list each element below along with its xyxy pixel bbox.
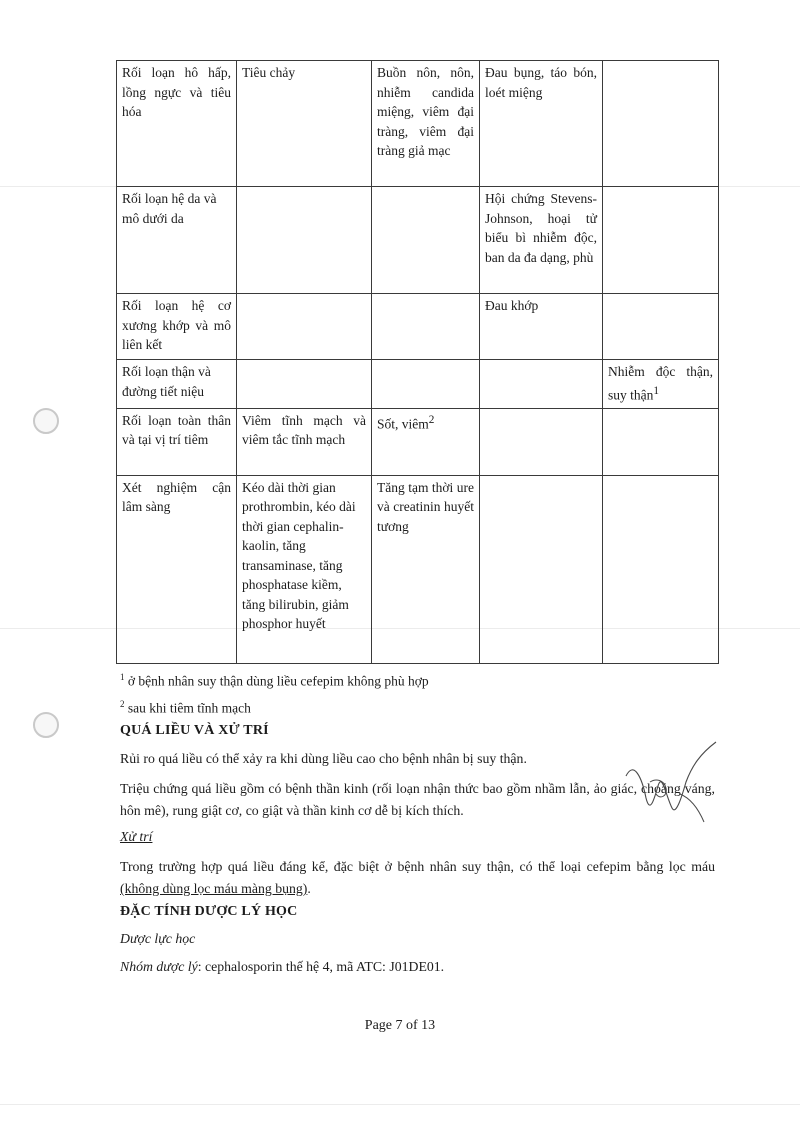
table-row (117, 294, 719, 360)
footnote-marker: 2 (120, 699, 125, 709)
treatment-note: (không dùng lọc máu màng bụng) (120, 881, 308, 896)
table-row (117, 408, 719, 475)
scan-artifact-line (0, 1104, 800, 1105)
footnote-1 (120, 669, 429, 690)
frequency-cell (480, 475, 603, 663)
organ-class-cell: Rối loạn hệ cơ xương khớp và mô liên kết (117, 294, 237, 360)
table-row (117, 475, 719, 663)
organ-class-cell: Xét nghiệm cận lâm sàng (117, 475, 237, 663)
frequency-cell: Hội chứng Stevens-Johnson, hoại tử biểu bì nhiễm độc, ban da đa dạng, phù (480, 187, 603, 294)
frequency-cell: Kéo dài thời gian prothrombin, kéo dài thời gian cephalin-kaolin, tăng transaminase, tăng phosphatase kiềm, tăng bilirubin, giảm phosphor huyết (237, 475, 372, 663)
organ-class-cell: Rối loạn toàn thân và tại vị trí tiêm (117, 408, 237, 475)
frequency-cell (372, 187, 480, 294)
frequency-cell (372, 294, 480, 360)
punch-hole-icon (33, 408, 59, 434)
table-row (117, 187, 719, 294)
page-number: Page 7 of 13 (364, 1018, 436, 1033)
frequency-cell (480, 408, 603, 475)
frequency-cell: Đau khớp (480, 294, 603, 360)
frequency-cell (372, 408, 480, 475)
frequency-cell (237, 187, 372, 294)
group-text: : cephalosporin thế hệ 4, mã ATC: J01DE01. (197, 959, 445, 974)
overdose-symptoms-paragraph: Triệu chứng quá liều gồm có bệnh thần kinh (rối loạn nhận thức bao gồm nhầm lẫn, ảo giác, choáng váng, hôn mê), rung giật cơ, co giật và thần kinh cơ dễ bị kích thích. (120, 781, 715, 818)
frequency-cell (603, 61, 719, 187)
table-row (117, 61, 719, 187)
pharmacologic-group-line (120, 956, 715, 978)
frequency-cell (372, 360, 480, 409)
footnote-text: ở bệnh nhân suy thận dùng liều cefepim không phù hợp (124, 673, 429, 689)
footnote-marker: 1 (653, 384, 659, 397)
footnote-2 (120, 696, 251, 717)
treatment-paragraph (120, 856, 715, 900)
frequency-cell (480, 360, 603, 409)
frequency-cell (237, 294, 372, 360)
pharmacology-heading: ĐẶC TÍNH DƯỢC LÝ HỌC (120, 904, 298, 919)
adverse-effects-table (116, 60, 719, 664)
handwritten-signature-icon (620, 738, 730, 828)
frequency-cell (603, 294, 719, 360)
frequency-cell: Tiêu chảy (237, 61, 372, 187)
frequency-cell (603, 360, 719, 409)
treatment-text: Trong trường hợp quá liều đáng kể, đặc biệt ở bệnh nhân suy thận, có thể loại cefepim bằng lọc máu (120, 859, 715, 874)
frequency-cell (603, 187, 719, 294)
footnote-marker: 1 (120, 672, 125, 682)
cell-text: Nhiễm độc thận, suy thận (608, 364, 713, 402)
frequency-cell (603, 475, 719, 663)
frequency-cell: Đau bụng, táo bón, loét miệng (480, 61, 603, 187)
overdose-risk-paragraph: Rủi ro quá liều có thể xảy ra khi dùng liều cao cho bệnh nhân bị suy thận. (120, 751, 527, 766)
frequency-cell: Tăng tạm thời ure và creatinin huyết tương (372, 475, 480, 663)
cell-text: Sốt, viêm (377, 416, 429, 431)
treatment-subheading: Xử trí (120, 829, 153, 844)
punch-hole-icon (33, 712, 59, 738)
organ-class-cell: Rối loạn hệ da và mô dưới da (117, 187, 237, 294)
group-label: Nhóm dược lý (120, 959, 198, 974)
footnote-marker: 2 (428, 413, 435, 426)
organ-class-cell: Rối loạn thận và đường tiết niệu (117, 360, 237, 409)
frequency-cell: Buồn nôn, nôn, nhiễm candida miệng, viêm đại tràng, viêm đại tràng giả mạc (372, 61, 480, 187)
frequency-cell: Viêm tĩnh mạch và viêm tắc tĩnh mạch (237, 408, 372, 475)
table-row (117, 360, 719, 409)
frequency-cell (237, 360, 372, 409)
footnote-text: sau khi tiêm tĩnh mạch (124, 700, 251, 716)
organ-class-cell: Rối loạn hô hấp, lồng ngực và tiêu hóa (117, 61, 237, 187)
treatment-end: . (307, 881, 311, 896)
frequency-cell (603, 408, 719, 475)
overdose-heading: QUÁ LIỀU VÀ XỬ TRÍ (120, 723, 269, 738)
pharmacodynamics-subheading: Dược lực học (120, 931, 196, 946)
